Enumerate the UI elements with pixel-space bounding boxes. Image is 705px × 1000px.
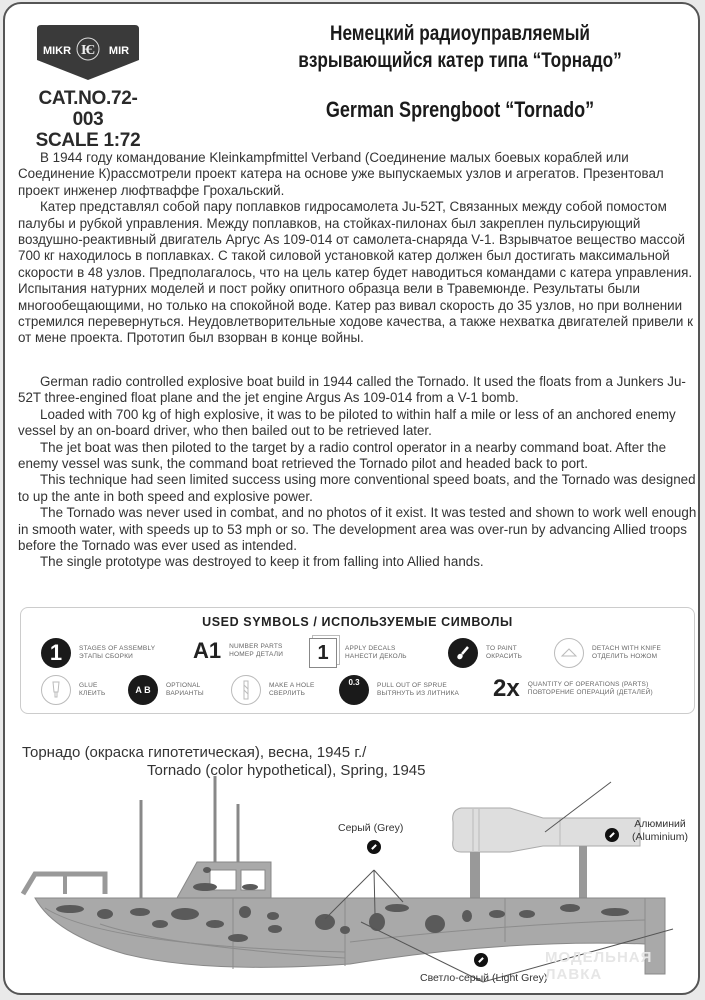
catalog-info (29, 88, 147, 151)
symbol-quantity: 2x QUANTITY OF OPERATIONS (PARTS) ПОВТОРЕНИЕ ОПЕРАЦИЙ (ДЕТАЛЕЙ) (493, 675, 653, 702)
history-text-english: German radio controlled explosive boat build in 1944 called the Tornado. It used the floats from a Junkers Ju-52T three-engined float plane and the jet engine Argus As 109-014 from a V-1 bomb. Loaded with 700 kg of high explosive, it was to be piloted to within half a mile or less of an anchored enemy vessel by an on-board driver, who then bailed out to be retrieved later. The jet boat was then piloted to the target by a radio control operator in a nearby command boat. After the enemy vessel was sunk, the command boat retrieved the Tornado pilot and headed back to port. This technique had seen limited success using more conventional speed boats, and the Tornado was designed to up the ante in both speed and explosive power. The Tornado was never used in combat, and no photos of it exist. It was tested and shown to work well enough in smooth water, with speeds up to 53 mph or so. The development area was over-run by advancing Allied troops before the Tornado was ever used as intended. The single prototype was destroyed to keep it from falling into Allied hands. (18, 374, 697, 570)
logo-left: MIKR (42, 45, 72, 57)
paint-brush-icon (448, 638, 478, 668)
callout-grey: Серый (Grey) (338, 822, 404, 834)
quantity-icon: 2x (493, 675, 520, 702)
scheme-title-russian: Торнадо (окраска гипотетическая), весна, 1945 г./ (22, 744, 367, 761)
symbol-optional: A B OPTIONAL ВАРИАНТЫ (128, 675, 204, 705)
callout-aluminium: Алюминий (Aluminium) (632, 818, 689, 843)
watermark: МОДЕЛЬНАЯ ЛАВКА (545, 949, 653, 983)
scale: SCALE 1:72 (35, 130, 141, 151)
callout-light-grey: Светло-серый (Light Grey) (420, 972, 548, 984)
symbol-stages: 1 STAGES OF ASSEMBLY ЭТАПЫ СБОРКИ (41, 638, 155, 668)
symbol-number-parts: A1 NUMBER PARTS НОМЕР ДЕТАЛИ (193, 638, 284, 663)
optional-ab-icon: A B (128, 675, 158, 705)
drill-icon (231, 675, 261, 705)
symbol-sprue: 0.3 PULL OUT OF SPRUE ВЫТЯНУТЬ ИЗ ЛИТНИКА (339, 675, 459, 705)
part-number-icon: A1 (193, 638, 222, 663)
svg-text:Ѥ: Ѥ (80, 43, 96, 58)
symbol-knife: DETACH WITH KNIFE ОТДЕЛИТЬ НОЖОМ (554, 638, 661, 668)
symbol-glue: GLUE КЛЕИТЬ (41, 675, 106, 705)
stage-number-icon: 1 (41, 638, 71, 668)
paint-brush-icon (474, 953, 488, 967)
symbols-legend (20, 607, 695, 714)
scheme-title-english: Tornado (color hypothetical), Spring, 1945 (147, 762, 426, 779)
title-russian: Немецкий радиоуправляемый взрывающийся катер типа “Торнадо” (298, 22, 622, 72)
symbol-decals: 1 APPLY DECALS НАНЕСТИ ДЕКОЛЬ (309, 638, 407, 668)
sprue-icon: 0.3 (339, 675, 369, 705)
instruction-sheet (3, 2, 700, 995)
paint-brush-icon (367, 840, 381, 854)
symbols-title: USED SYMBOLS / ИСПОЛЬЗУЕМЫЕ СИМВОЛЫ (202, 615, 513, 629)
logo-right: MIR (108, 45, 130, 57)
catalog-number: CAT.NO.72-003 (38, 88, 138, 130)
mikromir-logo (35, 22, 141, 82)
knife-icon (554, 638, 584, 668)
symbol-drill: MAKE A HOLE СВЕРЛИТЬ (231, 675, 315, 705)
glue-icon (41, 675, 71, 705)
symbol-paint: TO PAINT ОКРАСИТЬ (448, 638, 522, 668)
history-text-russian: В 1944 году командование Kleinkampfmittel Verband (Соединение малых боевых кораблей или Соединение К)рассмотрели проект катера на основе уже выпускаемых узлов и агрегатов. Презентовал проект инженер люфтваффе Грохальский. Катер представлял собой пару поплавков гидросамолета Ju-52T, Связанных между собой помостом палубы и рубкой управления. Между поплавков, на стойках-пилонах был закреплен пульсирующий воздушно-реактивный двигатель Аргус As 109-014 от самолета-снаряда V-1. Взрывчатое вещество массой 700 кг находилось в поплавках. С такой силовой установкой катер должен был достигать максимальной скорости в 48 узлов. Предполагалось, что на цель катер будет наводиться командами с катера управления. Испытания натурних моделей и пост ройку опитного образца вели в Травемюнде. Результаты были многообещающими, но только на спокойной воде. Катер раз вивал скорость до 35 узлов, но при волнении стремился перевернуться. Неудовлетворительные ходове качества, а также нехватка двигателей привели к от мене проекта. Прототип был взорван в конце войны. (18, 150, 693, 346)
title-english: German Sprengboot “Tornado” (325, 97, 595, 122)
paint-brush-icon (605, 828, 619, 842)
decal-icon: 1 (309, 638, 337, 668)
